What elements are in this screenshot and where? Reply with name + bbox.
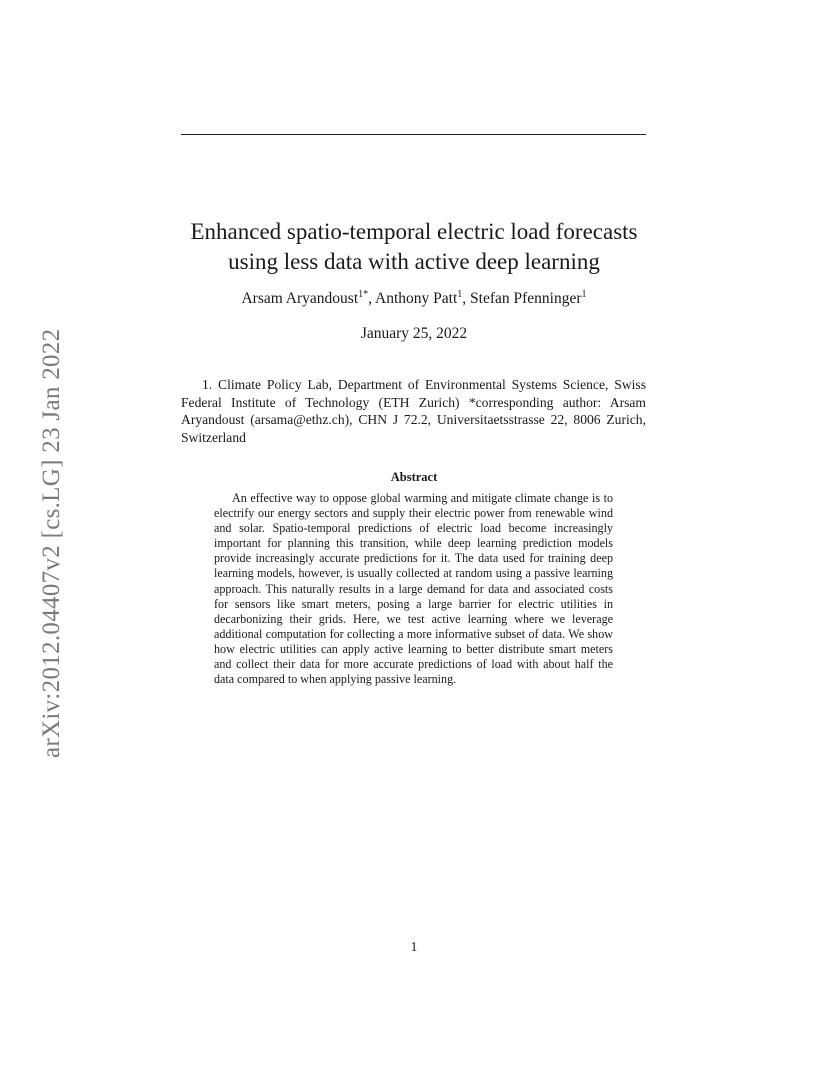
- arxiv-identifier-stamp: arXiv:2012.04407v2 [cs.LG] 23 Jan 2022: [38, 328, 65, 758]
- author-affiliation-mark: 1: [581, 288, 587, 300]
- affiliation-paragraph: 1. Climate Policy Lab, Department of Environmental Systems Science, Swiss Federal Institute of Technology (ETH Zurich) *corresponding author: Arsam Aryandoust (arsama@ethz.ch), CHN J 72.2, Universitaetsstrasse 22, 8006 Zurich, Switzerland: [181, 377, 646, 445]
- abstract-heading: Abstract: [390, 470, 438, 484]
- top-horizontal-rule: [181, 134, 646, 135]
- author-affiliation-mark: 1: [457, 288, 463, 300]
- publication-date: January 25, 2022: [360, 325, 468, 342]
- abstract-text: An effective way to oppose global warming and mitigate climate change is to electrify our energy sectors and supply their electric power from renewable wind and solar. Spatio-temporal predictions of electric load become increasingly important for planning this transition, while deep learning prediction models provide increasingly accurate predictions for it. The data used for training deep learning models, however, is usually collected at random using a passive learning approach. This naturally results in a large demand for data and associated costs for sensors like smart meters, posing a large barrier for electric utilities in decarbonizing their grids. Here, we test active learning where we leverage additional computation for collecting a more informative subset of data. We show how electric utilities can apply active learning to better distribute smart meters and collect their data for more accurate predictions of load with about half the data compared to when applying passive learning.: [214, 491, 613, 687]
- author-name: Stefan Pfenninger: [470, 290, 582, 307]
- author-name: Anthony Patt: [375, 290, 458, 307]
- author-name: Arsam Aryandoust: [241, 290, 359, 307]
- title-line-2: using less data with active deep learning: [228, 249, 600, 274]
- paper-title: [160, 217, 668, 277]
- author-separator: ,: [462, 290, 471, 307]
- title-line-1: Enhanced spatio-temporal electric load forecasts: [190, 219, 638, 244]
- author-list: [160, 290, 668, 308]
- author-separator: ,: [368, 290, 376, 307]
- page-number: 1: [410, 939, 418, 954]
- author-affiliation-mark: 1*: [358, 288, 369, 300]
